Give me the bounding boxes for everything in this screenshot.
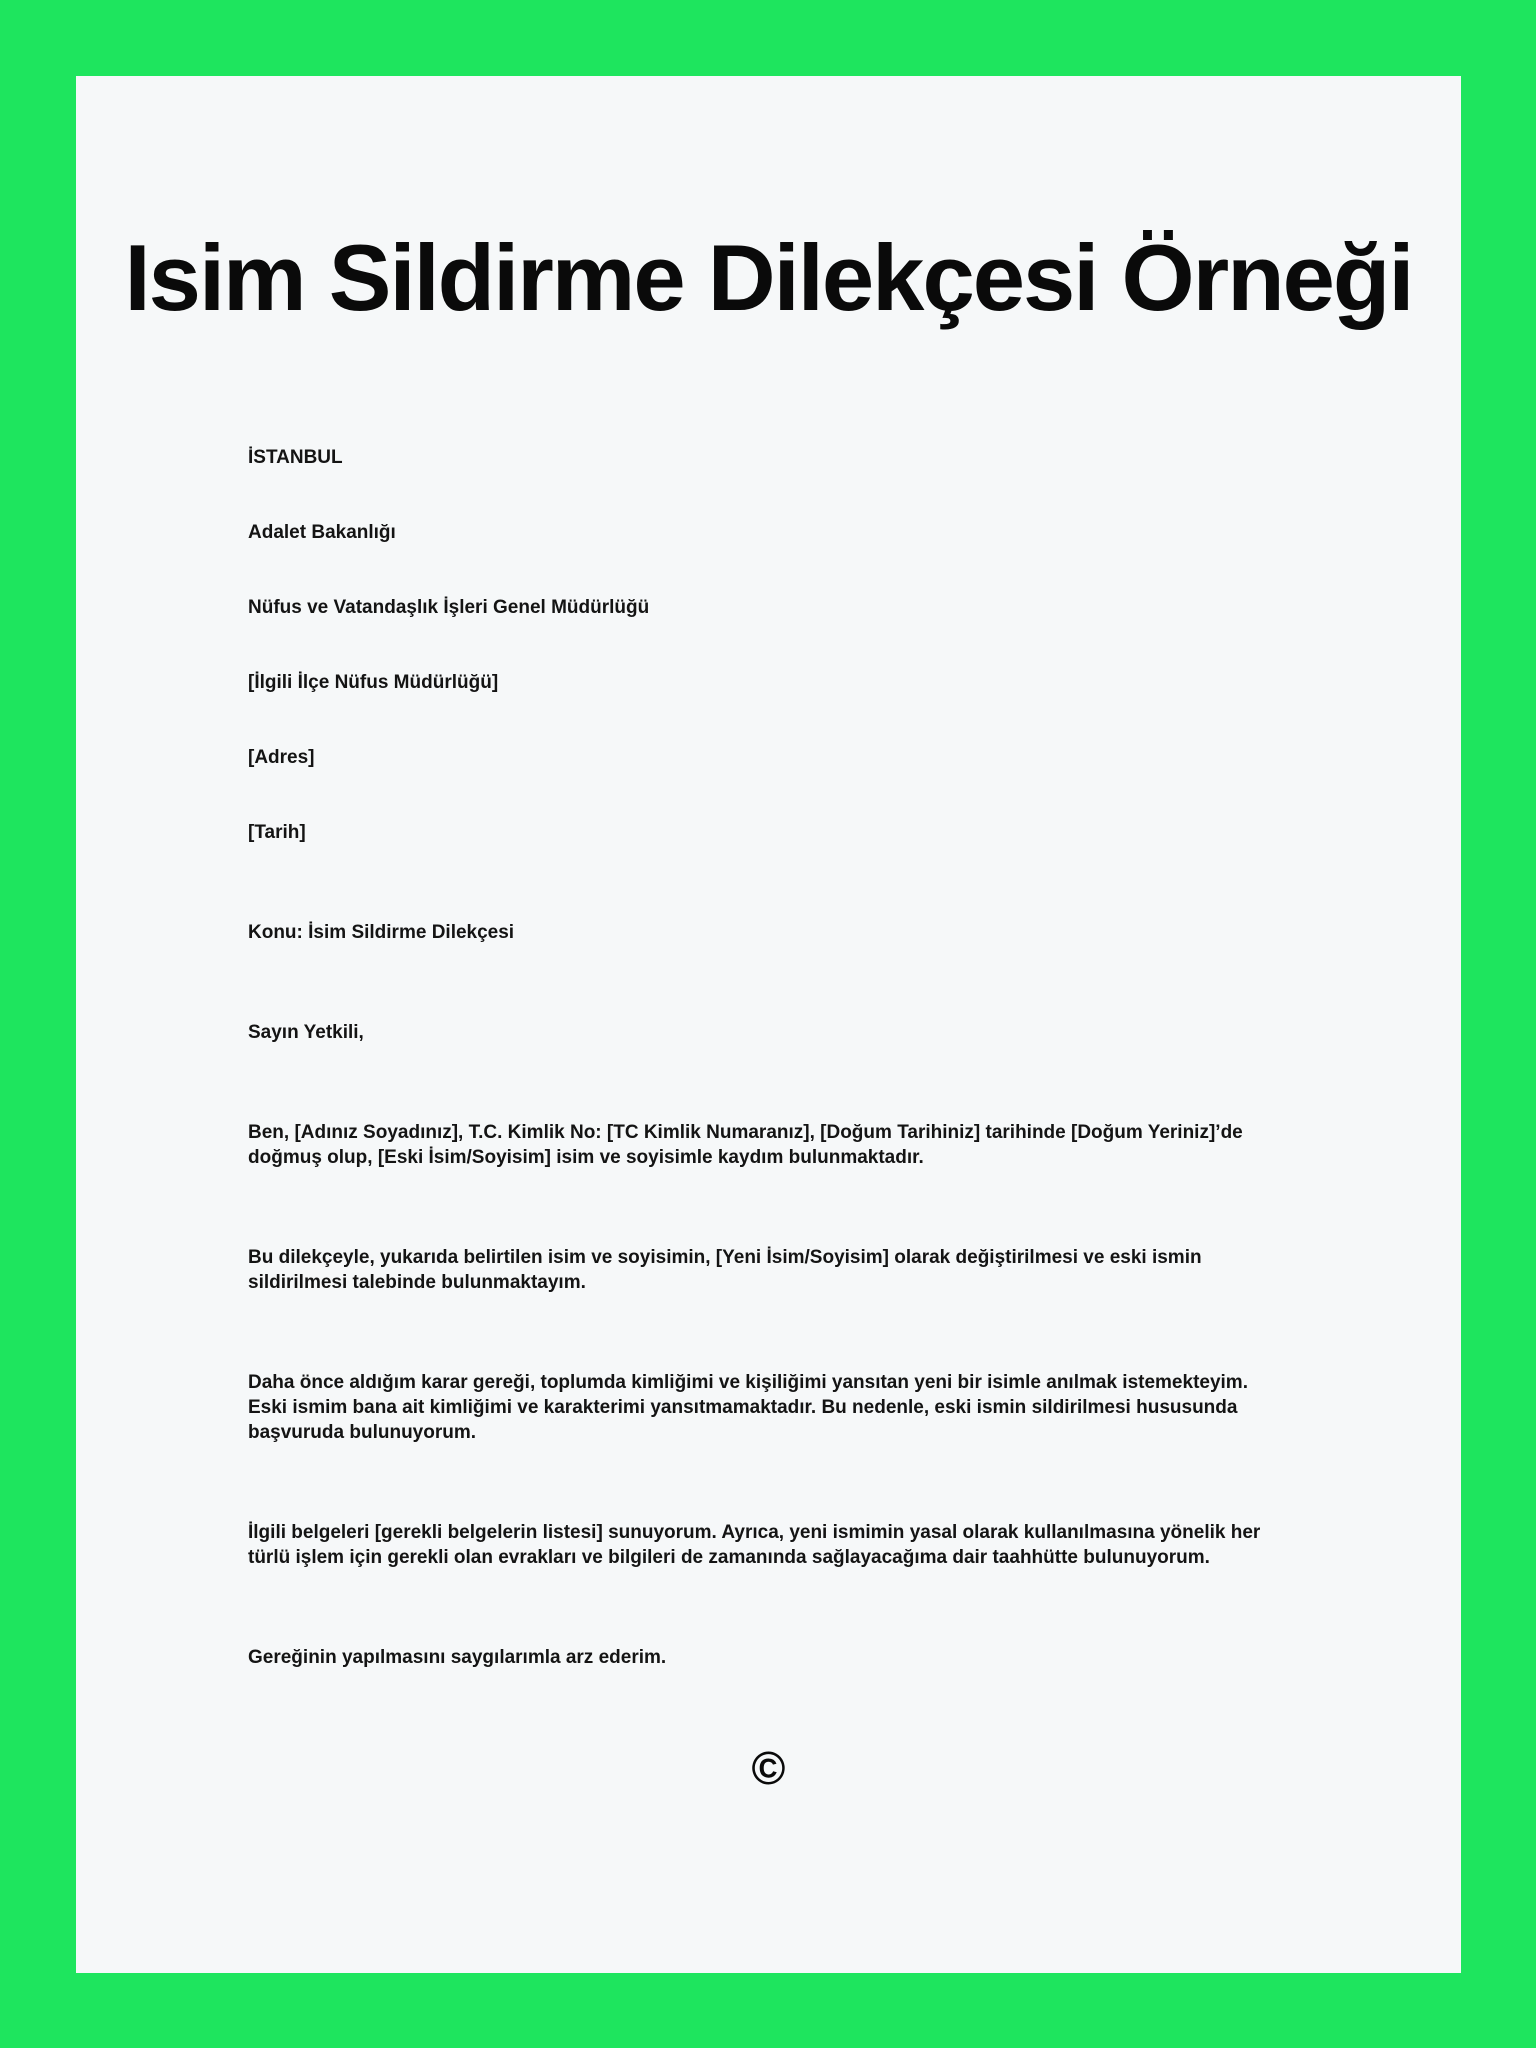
paragraph-identity: Ben, [Adınız Soyadınız], T.C. Kimlik No: [TC Kimlik Numaranız], [Doğum Tarihiniz] tarihinde [Doğum Yeriniz]’de doğmuş olup, [Eski İsim/Soyisim] isim ve soyisimle kaydım bulunmaktadır. [248, 1122, 1243, 1168]
paragraph-reason: Daha önce aldığım karar gereği, toplumda kimliğimi ve kişiliğimi yansıtan yeni bir isimle anılmak istemekteyim. Eski ismim bana ait kimliğimi ve karakterimi yansıtmamaktadır. Bu nedenle, eski ismin sildirilmesi hususunda başvuruda bulunuyorum. [248, 1372, 1248, 1443]
closing-line: Gereğinin yapılmasını saygılarımla arz ederim. [248, 1647, 667, 1668]
paragraph-documents: İlgili belgeleri [gerekli belgelerin listesi] sunuyorum. Ayrıca, yeni ismimin yasal olarak kullanılmasına yönelik her türlü işlem için gerekli olan evrakları ve bilgileri de zamanında sağlayacağıma dair taahhütte bulunuyorum. [248, 1522, 1261, 1568]
recipient-line-ministry: Adalet Bakanlığı [248, 522, 396, 543]
document-title: Isim Sildirme Dilekçesi Örneği [124, 225, 1413, 330]
salutation: Sayın Yetkili, [248, 1022, 364, 1043]
recipient-line-district-office: [İlgili İlçe Nüfus Müdürlüğü] [248, 672, 499, 693]
copyright-icon: © [751, 1742, 786, 1794]
subject-line: Konu: İsim Sildirme Dilekçesi [248, 922, 515, 943]
recipient-line-city: İSTANBUL [248, 447, 343, 468]
recipient-line-directorate: Nüfus ve Vatandaşlık İşleri Genel Müdürlüğü [248, 597, 650, 618]
document-page [76, 76, 1461, 1973]
recipient-line-date-placeholder: [Tarih] [248, 822, 306, 843]
document-body [76, 445, 1461, 1745]
recipient-line-address-placeholder: [Adres] [248, 747, 315, 768]
paragraph-request: Bu dilekçeyle, yukarıda belirtilen isim ve soyisimin, [Yeni İsim/Soyisim] olarak değiştirilmesi ve eski ismin sildirilmesi talebinde bulunmaktayım. [248, 1247, 1202, 1293]
